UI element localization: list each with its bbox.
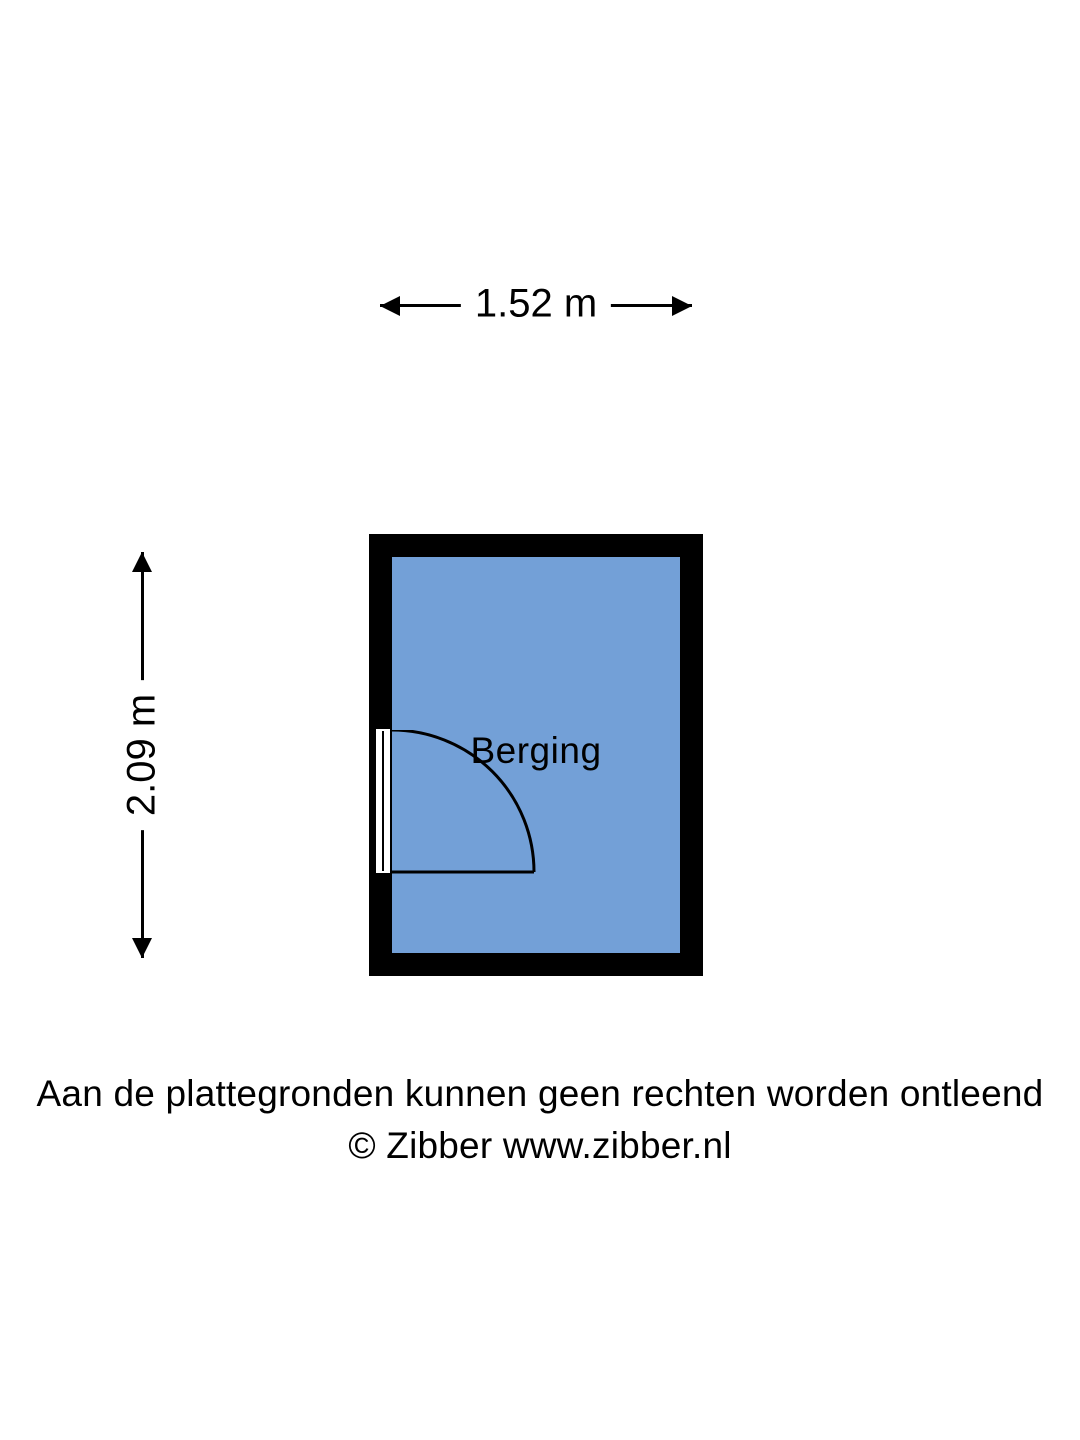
width-dimension-label: 1.52 m <box>461 282 611 327</box>
footer <box>0 1068 1080 1172</box>
height-dimension-label: 2.09 m <box>112 680 173 830</box>
arrow-down-icon <box>132 938 152 958</box>
floorplan-room <box>369 534 703 976</box>
width-dimension <box>380 272 692 332</box>
footer-disclaimer: Aan de plattegronden kunnen geen rechten worden ontleend <box>36 1073 1044 1114</box>
height-dimension <box>108 552 178 958</box>
arrow-left-icon <box>380 296 400 316</box>
arrow-right-icon <box>672 296 692 316</box>
arrow-up-icon <box>132 552 152 572</box>
footer-copyright: © Zibber www.zibber.nl <box>348 1125 732 1166</box>
room-name-label: Berging <box>470 730 602 771</box>
